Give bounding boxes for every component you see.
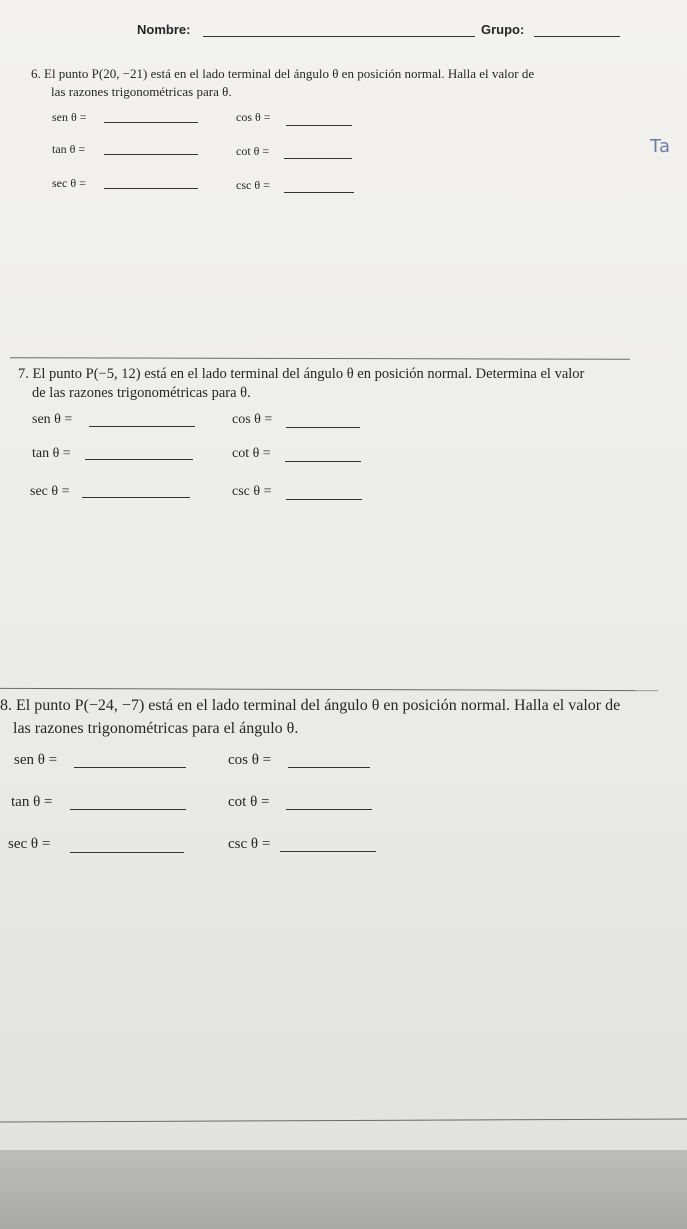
q7-tan-label: tan θ = (32, 446, 71, 461)
question-8-stem-line1: 8. El punto P(−24, −7) está en el lado terminal del ángulo θ en posición normal. Halla el valor de (0, 697, 621, 714)
q7-cos-label: cos θ = (232, 412, 273, 427)
q8-csc-blank (280, 851, 376, 852)
q8-csc-label: csc θ = (228, 836, 271, 852)
q8-sen-label: sen θ = (14, 752, 58, 768)
name-blank (203, 36, 475, 37)
q7-sen-label: sen θ = (32, 412, 73, 427)
q8-tan-label: tan θ = (11, 794, 53, 810)
q6-sen-label: sen θ = (52, 110, 87, 124)
question-7-stem-line2: de las razones trigonométricas para θ. (32, 385, 251, 401)
q7-cot-blank (285, 461, 361, 462)
q6-tan-blank (104, 154, 198, 155)
group-label: Grupo: (481, 22, 525, 37)
question-6-stem-line2: las razones trigonométricas para θ. (51, 84, 232, 99)
q7-tan-blank (85, 459, 193, 460)
margin-handwriting: Ta (650, 136, 672, 157)
q6-csc-label: csc θ = (236, 178, 270, 192)
q8-cot-blank (286, 809, 372, 810)
q7-sec-label: sec θ = (30, 484, 70, 499)
name-label: Nombre: (137, 22, 191, 37)
q6-tan-label: tan θ = (52, 142, 86, 156)
question-7-stem-line1: 7. El punto P(−5, 12) está en el lado terminal del ángulo θ en posición normal. Determina el valor (18, 366, 585, 382)
q6-sec-label: sec θ = (52, 176, 86, 190)
q7-csc-label: csc θ = (232, 484, 272, 499)
q8-sec-label: sec θ = (8, 836, 51, 852)
q6-csc-blank (284, 192, 354, 193)
q8-tan-blank (70, 809, 186, 810)
q6-cos-label: cos θ = (236, 110, 271, 124)
q8-cos-blank (288, 767, 370, 768)
q8-cot-label: cot θ = (228, 794, 270, 810)
group-blank (534, 36, 620, 37)
q8-sec-blank (70, 852, 184, 853)
q7-sec-blank (82, 497, 190, 498)
q6-cot-label: cot θ = (236, 144, 270, 158)
question-6-stem-line1: 6. El punto P(20, −21) está en el lado terminal del ángulo θ en posición normal. Halla el valor de (31, 66, 535, 81)
background-surface (0, 1150, 687, 1229)
q7-cos-blank (286, 427, 360, 428)
question-8-stem-line2: las razones trigonométricas para el ángulo θ. (13, 720, 299, 737)
q8-sen-blank (74, 767, 186, 768)
q6-sec-blank (104, 188, 198, 189)
q6-cos-blank (286, 125, 352, 126)
q7-cot-label: cot θ = (232, 446, 271, 461)
q7-sen-blank (89, 426, 195, 427)
q8-cos-label: cos θ = (228, 752, 272, 768)
q6-sen-blank (104, 122, 198, 123)
q6-cot-blank (284, 158, 352, 159)
q7-csc-blank (286, 499, 362, 500)
